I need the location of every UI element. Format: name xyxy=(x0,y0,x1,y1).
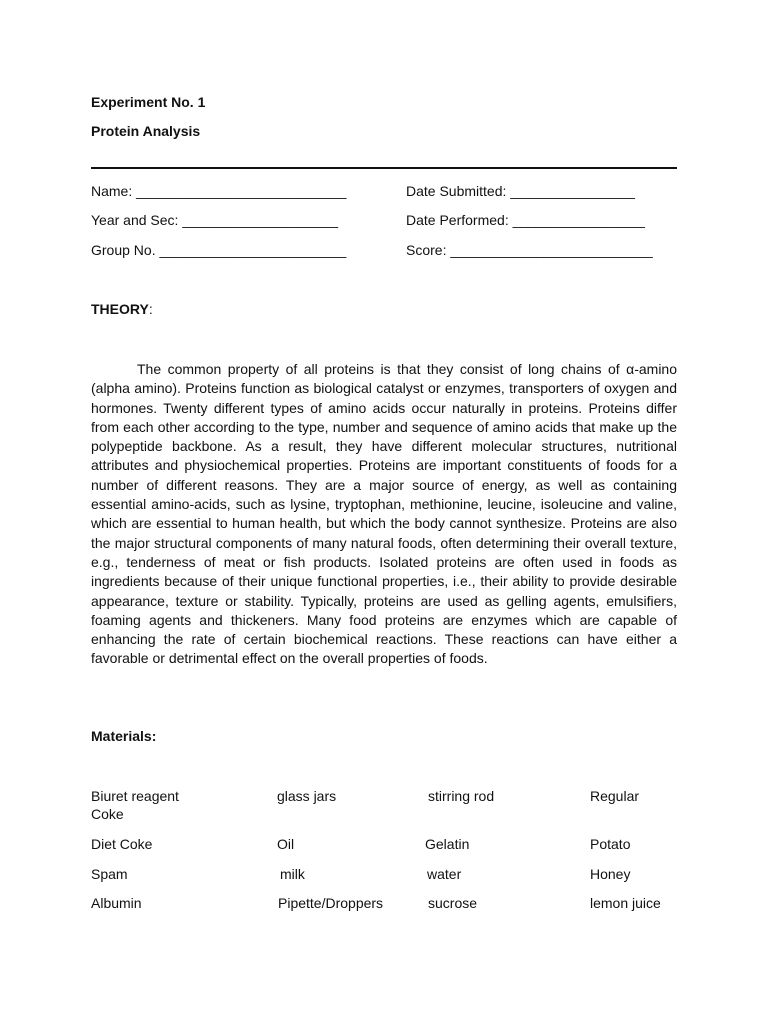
group-no-field: Group No. ________________________ xyxy=(91,242,347,258)
material-item: stirring rod xyxy=(428,788,495,804)
material-item: Biuret reagent xyxy=(91,788,179,804)
material-item: glass jars xyxy=(277,788,337,804)
material-item: Honey xyxy=(590,866,631,882)
material-item: Albumin xyxy=(91,895,142,911)
material-item: Spam xyxy=(91,866,128,882)
material-item: Pipette/Droppers xyxy=(278,895,384,911)
header-divider xyxy=(91,167,677,169)
material-item: Diet Coke xyxy=(91,836,153,852)
materials-heading: Materials: xyxy=(91,728,157,744)
date-submitted-field: Date Submitted: ________________ xyxy=(406,183,635,199)
theory-heading-text: THEORY xyxy=(91,301,149,317)
theory-heading xyxy=(91,301,153,317)
date-performed-field: Date Performed: _________________ xyxy=(406,212,645,228)
material-item: Oil xyxy=(277,836,295,852)
material-item: lemon juice xyxy=(590,895,661,911)
material-item: Gelatin xyxy=(425,836,470,852)
score-field: Score: __________________________ xyxy=(406,242,653,258)
theory-paragraph: The common property of all proteins is that they consist of long chains of α-amino (alpha amino). Proteins function as biological catalyst or enzymes, transporters of oxygen and hormones. Twenty different types of amino acids occur naturally in proteins. Proteins differ from each other according to the type, number and sequence of amino acids that make up the polypeptide backbone. As a result, they have different molecular structures, nutritional attributes and physiochemical properties. Proteins are important constituents of foods for a number of different reasons. They are a major source of energy, as well as containing essential amino-acids, such as lysine, tryptophan, methionine, leucine, isoleucine and valine, which are essential to human health, but which the body cannot synthesize. Proteins are also the major structural components of many natural foods, often determining their overall texture, e.g., tenderness of meat or fish products. Isolated proteins are often used in foods as ingredients because of their unique functional properties, i.e., their ability to provide desirable appearance, texture or stability. Typically, proteins are used as gelling agents, emulsifiers, foaming agents and thickeners. Many food proteins are enzymes which are capable of enhancing the rate of certain biochemical reactions. These reactions can have either a favorable or detrimental effect on the overall properties of foods. xyxy=(91,361,677,667)
material-item: milk xyxy=(280,866,305,882)
name-field: Name: ___________________________ xyxy=(91,183,347,199)
document-title: Protein Analysis xyxy=(91,123,201,139)
theory-heading-colon: : xyxy=(148,301,153,317)
material-item: Potato xyxy=(590,836,631,852)
material-item: sucrose xyxy=(428,895,478,911)
material-item: Regular xyxy=(590,788,640,804)
material-item-wrap: Coke xyxy=(91,806,124,822)
experiment-number: Experiment No. 1 xyxy=(91,94,206,110)
material-item: water xyxy=(427,866,462,882)
year-sec-field: Year and Sec: ____________________ xyxy=(91,212,339,228)
